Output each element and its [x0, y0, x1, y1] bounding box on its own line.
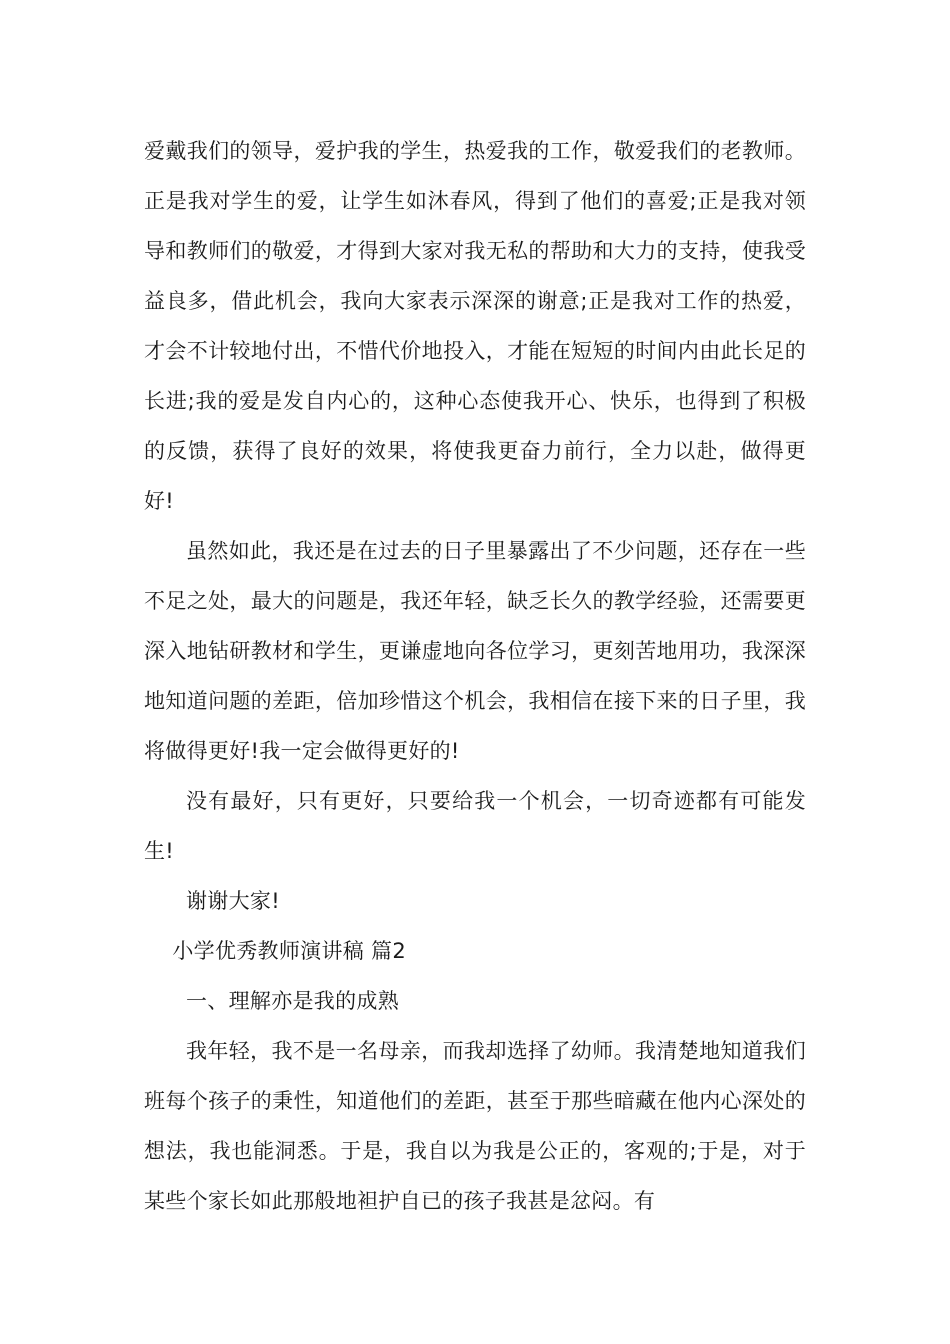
subheading: 一、理解亦是我的成熟: [186, 989, 399, 1013]
paragraph-continuation: 爱戴我们的领导，爱护我的学生，热爱我的工作，敬爱我们的老教师。正是我对学生的爱，让学生如沐春风，得到了他们的喜爱;正是我对领导和教师们的敬爱，才得到大家对我无私的帮助和大力的支持，使我受益良多，借此机会，我向大家表示深深的谢意;正是我对工作的热爱，才会不计较地付出，不惜代价地投入，才能在短短的时间内由此长足的长进;我的爱是发自内心的，这种心态使我开心、快乐，也得到了积极的反馈，获得了良好的效果，将使我更奋力前行，全力以赴，做得更好!: [144, 139, 806, 513]
section-title: 小学优秀教师演讲稿 篇2: [172, 939, 406, 963]
paragraph-young: 我年轻，我不是一名母亲，而我却选择了幼师。我清楚地知道我们班每个孩子的秉性，知道他们的差距，甚至于那些暗藏在他内心深处的想法，我也能洞悉。于是，我自以为我是公正的，客观的;于是，对于某些个家长如此那般地袒护自已的孩子我甚是忿闷。有: [144, 1039, 806, 1213]
paragraph-problems: 虽然如此，我还是在过去的日子里暴露出了不少问题，还存在一些不足之处，最大的问题是，我还年轻，缺乏长久的教学经验，还需要更深入地钻研教材和学生，更谦虚地向各位学习，更刻苦地用功，我深深地知道问题的差距，倍加珍惜这个机会，我相信在接下来的日子里，我将做得更好!我一定会做得更好的!: [144, 539, 806, 763]
document-body: [144, 126, 806, 1226]
paragraph-best: 没有最好，只有更好，只要给我一个机会，一切奇迹都有可能发生!: [144, 789, 806, 863]
paragraph-thanks: 谢谢大家!: [186, 889, 280, 913]
